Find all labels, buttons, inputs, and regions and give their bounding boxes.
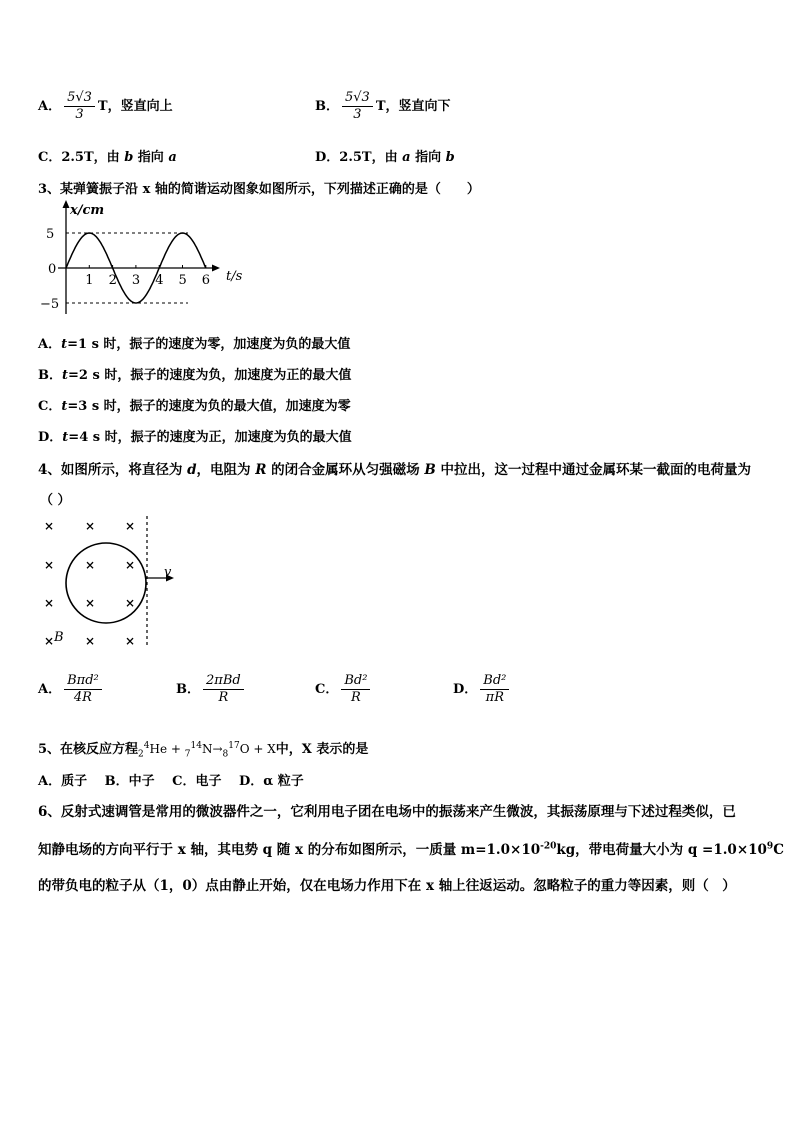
q5-options: A．质子 B．中子 C．电子 D．α 粒子: [38, 774, 304, 789]
field-cross: ×: [43, 519, 55, 533]
q4-option-c: C． $\frac{\text{Bd²}}{R}$: [315, 673, 373, 706]
x-tick-label: 6: [201, 273, 211, 288]
ytick-neg5: −5: [40, 297, 60, 312]
q3-option-b: B．t=2 s 时，振子的速度为负，加速度为正的最大值: [38, 368, 352, 383]
q5-stem: 5、在核反应方程$_2^4He + _7^{14}N\to_8^{17}O + X$中，X 表示的是: [38, 741, 369, 760]
ytick-5: 5: [46, 227, 55, 242]
q2-option-d: D．2.5T，由 a 指向 b: [315, 150, 455, 165]
x-tick-label: 2: [108, 273, 117, 288]
q4-option-a: A． $\frac{\text{Bπd²}}{4R}$: [38, 673, 105, 706]
q3-sine-graph: [36, 198, 246, 320]
q4-option-b: B． $\frac{\text{2πBd}}{R}$: [176, 673, 247, 706]
q3-stem: 3、某弹簧振子沿 x 轴的简谐运动图象如图所示，下列描述正确的是（ ）: [38, 182, 480, 197]
x-tick-label: 5: [178, 273, 187, 288]
x-tick-label: 4: [155, 273, 164, 288]
metal-ring: [66, 543, 146, 623]
q6-line2: 知静电场的方向平行于 x 轴，其电势 q 随 x 的分布如图所示，一质量 $m=1.0\times 10^{-20}kg$，带电荷量大小为 $q =1.0\times 10^9C$: [38, 841, 784, 858]
q4-magnetic-field-figure: [36, 514, 196, 648]
field-cross: ×: [124, 596, 136, 610]
q2-option-a: A． $\frac{5√3}{3}$ T，竖直向上: [38, 90, 173, 122]
x-axis-label: t/s: [226, 269, 243, 284]
field-cross: ×: [43, 596, 55, 610]
field-cross: ×: [124, 634, 136, 648]
q3-option-d: D．t=4 s 时，振子的速度为正，加速度为负的最大值: [38, 430, 352, 445]
field-cross: ×: [124, 558, 136, 572]
field-cross: ×: [84, 596, 96, 610]
q4-stem-line1: 4、如图所示，将直径为 d，电阻为 R 的闭合金属环从匀强磁场 B 中拉出，这一过程中通过金属环某一截面的电荷量为: [38, 462, 752, 478]
velocity-label: v: [164, 565, 172, 580]
q4-stem-line2: （ ）: [40, 493, 71, 508]
field-cross: ×: [84, 558, 96, 572]
field-cross: ×: [84, 519, 96, 533]
q6-line3: 的带负电的粒子从（1，0）点由静止开始，仅在电场力作用下在 x 轴上往返运动。忽略粒子的重力等因素，则（ ）: [38, 878, 736, 894]
q3-option-a: A．t=1 s 时，振子的速度为零，加速度为负的最大值: [38, 337, 351, 352]
ytick-0: 0: [48, 262, 57, 277]
field-label: B: [54, 630, 64, 645]
nuclear-equation: $_2^4He + _7^{14}N\to_8^{17}O + X$: [138, 741, 276, 760]
q2-option-c: C．2.5T，由 b 指向 a: [38, 150, 177, 165]
x-tick-label: 1: [85, 273, 94, 288]
x-axis-arrow: [212, 265, 220, 272]
y-axis-arrow: [63, 200, 70, 208]
q3-option-c: C．t=3 s 时，振子的速度为负的最大值，加速度为零: [38, 399, 351, 414]
q6-line1: 6、反射式速调管是常用的微波器件之一，它利用电子团在电场中的振荡来产生微波，其振荡原理与下述过程类似，已: [38, 804, 736, 820]
field-cross: ×: [43, 558, 55, 572]
x-tick-label: 3: [131, 273, 141, 288]
field-cross: ×: [124, 519, 136, 533]
field-cross: ×: [43, 634, 55, 648]
field-cross: ×: [84, 634, 96, 648]
q2-option-b: B． $\frac{5√3}{3}$ T，竖直向下: [315, 90, 451, 122]
y-axis-label: x/cm: [70, 203, 105, 218]
q4-option-d: D． $\frac{\text{Bd²}}{\pi R}$: [453, 673, 512, 706]
